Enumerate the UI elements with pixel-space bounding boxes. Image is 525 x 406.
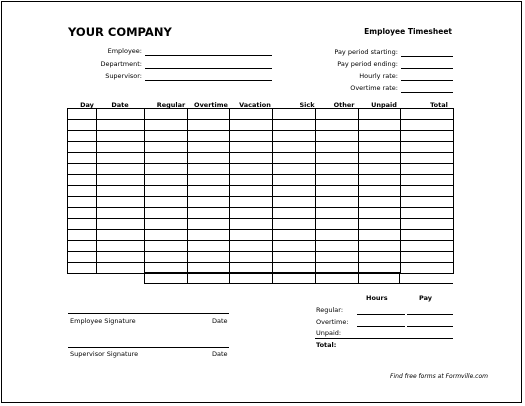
table-cell[interactable] [188,186,230,197]
table-cell[interactable] [401,186,454,197]
overtime-rate-label: Overtime rate: [350,84,398,92]
table-row [68,197,454,208]
table-cell[interactable] [401,153,454,164]
table-cell[interactable] [316,109,359,120]
table-cell[interactable] [273,252,316,263]
table-cell[interactable] [145,230,188,241]
supervisor-field[interactable] [145,80,272,81]
table-cell[interactable] [145,197,188,208]
table-cell[interactable] [230,164,273,175]
table-cell[interactable] [230,197,273,208]
col-header-day: Day [80,101,94,109]
summary-overtime-hours-field[interactable] [357,326,405,327]
table-cell[interactable] [68,241,97,252]
table-cell[interactable] [97,175,145,186]
summary-hours-header: Hours [366,294,388,302]
table-cell[interactable] [359,197,401,208]
table-cell[interactable] [316,131,359,142]
table-cell[interactable] [97,263,145,274]
table-cell[interactable] [401,208,454,219]
table-cell[interactable] [68,219,97,230]
table-cell[interactable] [68,263,97,274]
table-cell[interactable] [401,197,454,208]
table-cell[interactable] [97,208,145,219]
hourly-rate-label: Hourly rate: [359,72,398,80]
table-cell[interactable] [68,252,97,263]
table-cell[interactable] [68,120,97,131]
table-cell[interactable] [316,153,359,164]
table-cell[interactable] [188,219,230,230]
table-cell[interactable] [68,197,97,208]
summary-pay-header: Pay [419,294,433,302]
table-cell[interactable] [273,142,316,153]
table-cell[interactable] [273,175,316,186]
table-cell[interactable] [401,131,454,142]
table-cell[interactable] [273,197,316,208]
table-cell[interactable] [359,164,401,175]
table-cell[interactable] [230,230,273,241]
table-row [68,219,454,230]
table-cell[interactable] [68,186,97,197]
table-cell[interactable] [230,131,273,142]
table-cell[interactable] [188,131,230,142]
table-cell[interactable] [188,197,230,208]
table-cell[interactable] [401,175,454,186]
table-cell[interactable] [145,109,188,120]
table-cell[interactable] [316,241,359,252]
col-header-overtime: Overtime [194,101,228,109]
summary-regular-label: Regular: [316,306,344,314]
table-cell[interactable] [188,109,230,120]
summary-unpaid-label: Unpaid: [316,329,342,337]
employee-label: Employee: [107,47,142,55]
summary-overtime-pay-field[interactable] [407,326,453,327]
table-cell[interactable] [145,219,188,230]
supervisor-signature-date-label: Date [212,350,228,358]
company-name: YOUR COMPANY [68,25,172,39]
table-cell[interactable] [230,109,273,120]
document-title: Employee Timesheet [364,27,452,36]
table-cell[interactable] [316,230,359,241]
totals-row [144,272,400,284]
table-cell[interactable] [401,109,454,120]
summary-unpaid-field[interactable] [315,338,453,339]
table-cell[interactable] [230,208,273,219]
table-cell[interactable] [97,186,145,197]
table-cell[interactable] [401,252,454,263]
table-cell[interactable] [316,219,359,230]
table-row [68,131,454,142]
table-cell[interactable] [230,120,273,131]
table-cell[interactable] [97,230,145,241]
table-cell[interactable] [145,153,188,164]
table-cell[interactable] [273,208,316,219]
table-cell[interactable] [97,197,145,208]
pay-period-start-label: Pay period starting: [334,48,398,56]
table-cell[interactable] [401,219,454,230]
table-cell[interactable] [359,142,401,153]
col-header-total: Total [430,101,448,109]
table-cell[interactable] [230,175,273,186]
table-cell[interactable] [230,186,273,197]
table-cell[interactable] [68,131,97,142]
summary-regular-hours-field[interactable] [357,314,405,315]
table-cell[interactable] [145,131,188,142]
table-cell[interactable] [230,252,273,263]
table-cell[interactable] [97,252,145,263]
table-cell[interactable] [230,153,273,164]
employee-signature-date-label: Date [212,317,228,325]
table-cell[interactable] [359,230,401,241]
table-cell[interactable] [97,241,145,252]
col-header-vacation: Vacation [239,101,271,109]
pay-period-start-field[interactable] [401,56,453,57]
col-header-other: Other [333,101,355,109]
table-cell[interactable] [97,109,145,120]
col-header-unpaid: Unpaid [371,101,397,109]
employee-signature-line[interactable] [68,313,229,314]
table-cell[interactable] [68,208,97,219]
table-cell[interactable] [273,241,316,252]
table-cell[interactable] [401,230,454,241]
table-cell[interactable] [359,219,401,230]
department-field[interactable] [145,68,272,69]
table-cell[interactable] [273,120,316,131]
table-cell[interactable] [230,142,273,153]
table-row [68,164,454,175]
table-cell[interactable] [188,153,230,164]
table-cell[interactable] [316,186,359,197]
table-cell[interactable] [188,120,230,131]
table-cell[interactable] [188,241,230,252]
table-cell[interactable] [273,164,316,175]
table-row [68,186,454,197]
table-cell[interactable] [97,131,145,142]
table-row [68,109,454,120]
table-cell[interactable] [401,241,454,252]
summary-regular-pay-field[interactable] [407,314,453,315]
table-cell[interactable] [188,175,230,186]
table-cell[interactable] [401,142,454,153]
table-cell[interactable] [188,230,230,241]
table-row [68,175,454,186]
table-cell[interactable] [359,120,401,131]
table-cell[interactable] [188,164,230,175]
table-row [68,153,454,164]
employee-field[interactable] [145,55,272,56]
table-cell[interactable] [230,219,273,230]
table-cell[interactable] [188,208,230,219]
summary-overtime-label: Overtime: [316,318,349,326]
table-cell[interactable] [230,241,273,252]
table-row [68,208,454,219]
table-cell[interactable] [145,142,188,153]
table-cell[interactable] [97,164,145,175]
table-row [68,120,454,131]
col-header-regular: Regular [156,101,186,109]
table-cell[interactable] [188,252,230,263]
table-cell[interactable] [97,142,145,153]
table-cell[interactable] [316,120,359,131]
table-cell[interactable] [97,219,145,230]
table-cell[interactable] [97,120,145,131]
table-cell[interactable] [273,153,316,164]
table-cell[interactable] [273,109,316,120]
table-cell[interactable] [273,230,316,241]
table-cell[interactable] [316,197,359,208]
table-cell[interactable] [359,175,401,186]
table-cell[interactable] [359,186,401,197]
supervisor-signature-label: Supervisor Signature [70,350,139,358]
col-header-date: Date [111,101,129,109]
table-cell[interactable] [145,252,188,263]
grand-total-cell[interactable] [400,272,453,284]
table-cell[interactable] [316,208,359,219]
pay-period-end-field[interactable] [401,68,453,69]
supervisor-label: Supervisor: [105,72,142,80]
table-cell[interactable] [145,241,188,252]
employee-signature-label: Employee Signature [70,317,136,325]
table-cell[interactable] [273,186,316,197]
table-cell[interactable] [359,252,401,263]
table-cell[interactable] [97,153,145,164]
table-cell[interactable] [145,186,188,197]
table-row [68,230,454,241]
pay-period-end-label: Pay period ending: [337,60,398,68]
table-cell[interactable] [273,131,316,142]
table-cell[interactable] [359,241,401,252]
table-cell[interactable] [316,142,359,153]
table-cell[interactable] [145,208,188,219]
hourly-rate-field[interactable] [401,80,453,81]
table-cell[interactable] [401,120,454,131]
table-cell[interactable] [145,175,188,186]
footer-note: Find free forms at Formville.com [390,373,488,380]
supervisor-signature-line[interactable] [68,347,229,348]
col-header-sick: Sick [299,101,315,109]
overtime-rate-field[interactable] [401,92,453,93]
table-cell[interactable] [68,175,97,186]
timesheet-grid [67,108,454,274]
table-cell[interactable] [359,208,401,219]
table-cell[interactable] [68,109,97,120]
department-label: Department: [100,60,142,68]
table-cell[interactable] [316,175,359,186]
table-cell[interactable] [68,230,97,241]
table-cell[interactable] [188,142,230,153]
table-cell[interactable] [316,252,359,263]
table-cell[interactable] [145,120,188,131]
table-cell[interactable] [68,142,97,153]
table-cell[interactable] [68,164,97,175]
table-cell[interactable] [273,219,316,230]
table-cell[interactable] [145,164,188,175]
table-row [68,241,454,252]
table-row [68,142,454,153]
table-cell[interactable] [359,109,401,120]
summary-total-label: Total: [316,341,337,349]
table-cell[interactable] [316,164,359,175]
table-cell[interactable] [359,153,401,164]
table-cell[interactable] [68,153,97,164]
table-cell[interactable] [401,164,454,175]
table-cell[interactable] [359,131,401,142]
table-row [68,252,454,263]
